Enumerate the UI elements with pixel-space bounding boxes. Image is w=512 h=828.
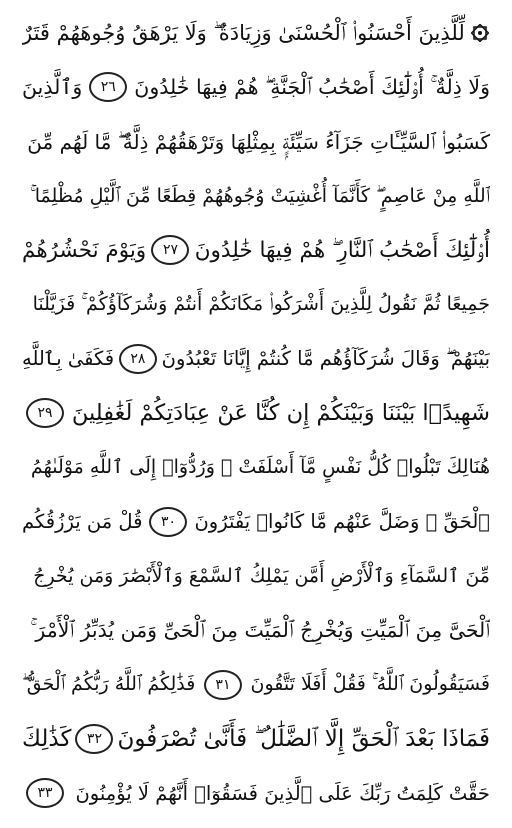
verse-text: أُو۟لَٰٓئِكَ أَصْحَٰبُ ٱلنَّارِ ۖ هُمْ فِيهَا خَٰلِدُونَ [194,237,490,263]
verse-text: ٱللَّهِ مِنْ عَاصِمٍ ۖ كَأَنَّمَآ أُغْشِيَتْ وُجُوهُهُمْ قِطَعًا مِّنَ ٱلَّيْلِ مُظْلِمًا ۚ [30,184,490,207]
text-line [22,223,490,277]
verse-text: كَسَبُوا۟ ٱلسَّيِّـَٔاتِ جَزَآءُ سَيِّئَةٍۭ بِمِثْلِهَا وَتَرْهَقُهُمْ ذِلَّةٌ ۖ مَّا لَهُم مِّنَ [27,129,490,154]
verse-text: بَيْنَهُمْ ۖ وَقَالَ شُرَكَآؤُهُم مَّا كُنتُمْ إِيَّانَا تَعْبُدُونَ [161,347,490,371]
text-line [22,549,490,603]
verse-text: وَلَا ذِلَّةٌ ۚ أُو۟لَٰٓئِكَ أَصْحَٰبُ ٱلْجَنَّةِ ۖ هُمْ فِيهَا خَٰلِدُونَ [134,75,490,100]
verse-text: فَمَاذَا بَعْدَ ٱلْحَقِّ إِلَّا ٱلضَّلَٰلُ ۖ فَأَنَّىٰ تُصْرَفُونَ [117,725,490,752]
verse-text: وَيَوْمَ نَحْشُرُهُمْ [22,237,147,263]
text-line [22,277,490,331]
text-line [22,332,490,386]
verse-text: حَقَّتْ كَلِمَتُ رَبِّكَ عَلَى ٱلَّذِينَ فَسَقُوٓا۟ أَنَّهُمْ لَا يُؤْمِنُونَ [75,781,490,805]
text-line [22,766,490,820]
text-line [22,658,490,712]
text-line [22,440,490,494]
text-line [22,60,490,114]
ayah-number-marker: ٢٩ [26,398,64,428]
text-line [22,495,490,549]
text-line [22,115,490,169]
ayah-number-marker: ٢٧ [151,235,189,265]
verse-text: فَكَفَىٰ بِٱللَّهِ [22,347,115,371]
text-line [22,6,490,60]
rub-el-hizb-icon [470,23,490,43]
verse-text: كَذَٰلِكَ [22,725,72,752]
verse-text: ٱلْحَىَّ مِنَ ٱلْمَيِّتِ وَيُخْرِجُ ٱلْمَيِّتَ مِنَ ٱلْحَىِّ وَمَن يُدَبِّرُ ٱلْأَمْرَ ۚ [30,618,490,643]
verse-text: جَمِيعًا ثُمَّ نَقُولُ لِلَّذِينَ أَشْرَكُوا۟ مَكَانَكُمْ أَنتُمْ وَشُرَكَآؤُكُمْ ۚ فَزَيَّلْنَا [32,293,490,316]
ayah-number-marker: ٢٨ [119,344,157,374]
verse-text: فَسَيَقُولُونَ ٱللَّهُ ۚ فَقُلْ أَفَلَا تَتَّقُونَ [250,673,490,696]
verse-text: هُنَالِكَ تَبْلُوا۟ كُلُّ نَفْسٍ مَّآ أَسْلَفَتْ ۚ وَرُدُّوٓا۟ إِلَى ٱللَّهِ مَوْلَىٰهُمُ [30,456,490,479]
ayah-number-marker: ٣٠ [149,507,187,537]
ayah-number-marker: ٣٢ [75,724,113,754]
verse-text: قُلْ مَن يَرْزُقُكُم [22,510,143,534]
text-line [22,603,490,657]
verse-text: وَٱلَّذِينَ [22,75,83,100]
ayah-number-marker: ٢٦ [89,72,127,102]
verse-text: مِّنَ ٱلسَّمَآءِ وَٱلْأَرْضِ أَمَّن يَمْلِكُ ٱلسَّمْعَ وَٱلْأَبْصَٰرَ وَمَن يُخْرِجُ [33,564,490,587]
verse-text: لِّلَّذِينَ أَحْسَنُوا۟ ٱلْحُسْنَىٰ وَزِيَادَةٌ ۖ وَلَا يَرْهَقُ وُجُوهَهُمْ قَتَرٌ [22,20,465,45]
verse-text: ٱلْحَقِّ ۖ وَضَلَّ عَنْهُم مَّا كَانُوا۟ يَفْتَرُونَ [194,510,490,534]
text-line [22,169,490,223]
verse-text: فَذَٰلِكُمُ ٱللَّهُ رَبُّكُمُ ٱلْحَقُّ ۖ [22,673,196,696]
ayah-number-marker: ٣١ [204,670,242,700]
verse-text: شَهِيدًۢا بَيْنَنَا وَبَيْنَكُمْ إِن كُنَّا عَنْ عِبَادَتِكُمْ لَغَٰفِلِينَ [71,399,490,426]
text-line [22,386,490,440]
text-line [22,712,490,766]
ayah-number-marker: ٣٣ [26,778,64,808]
